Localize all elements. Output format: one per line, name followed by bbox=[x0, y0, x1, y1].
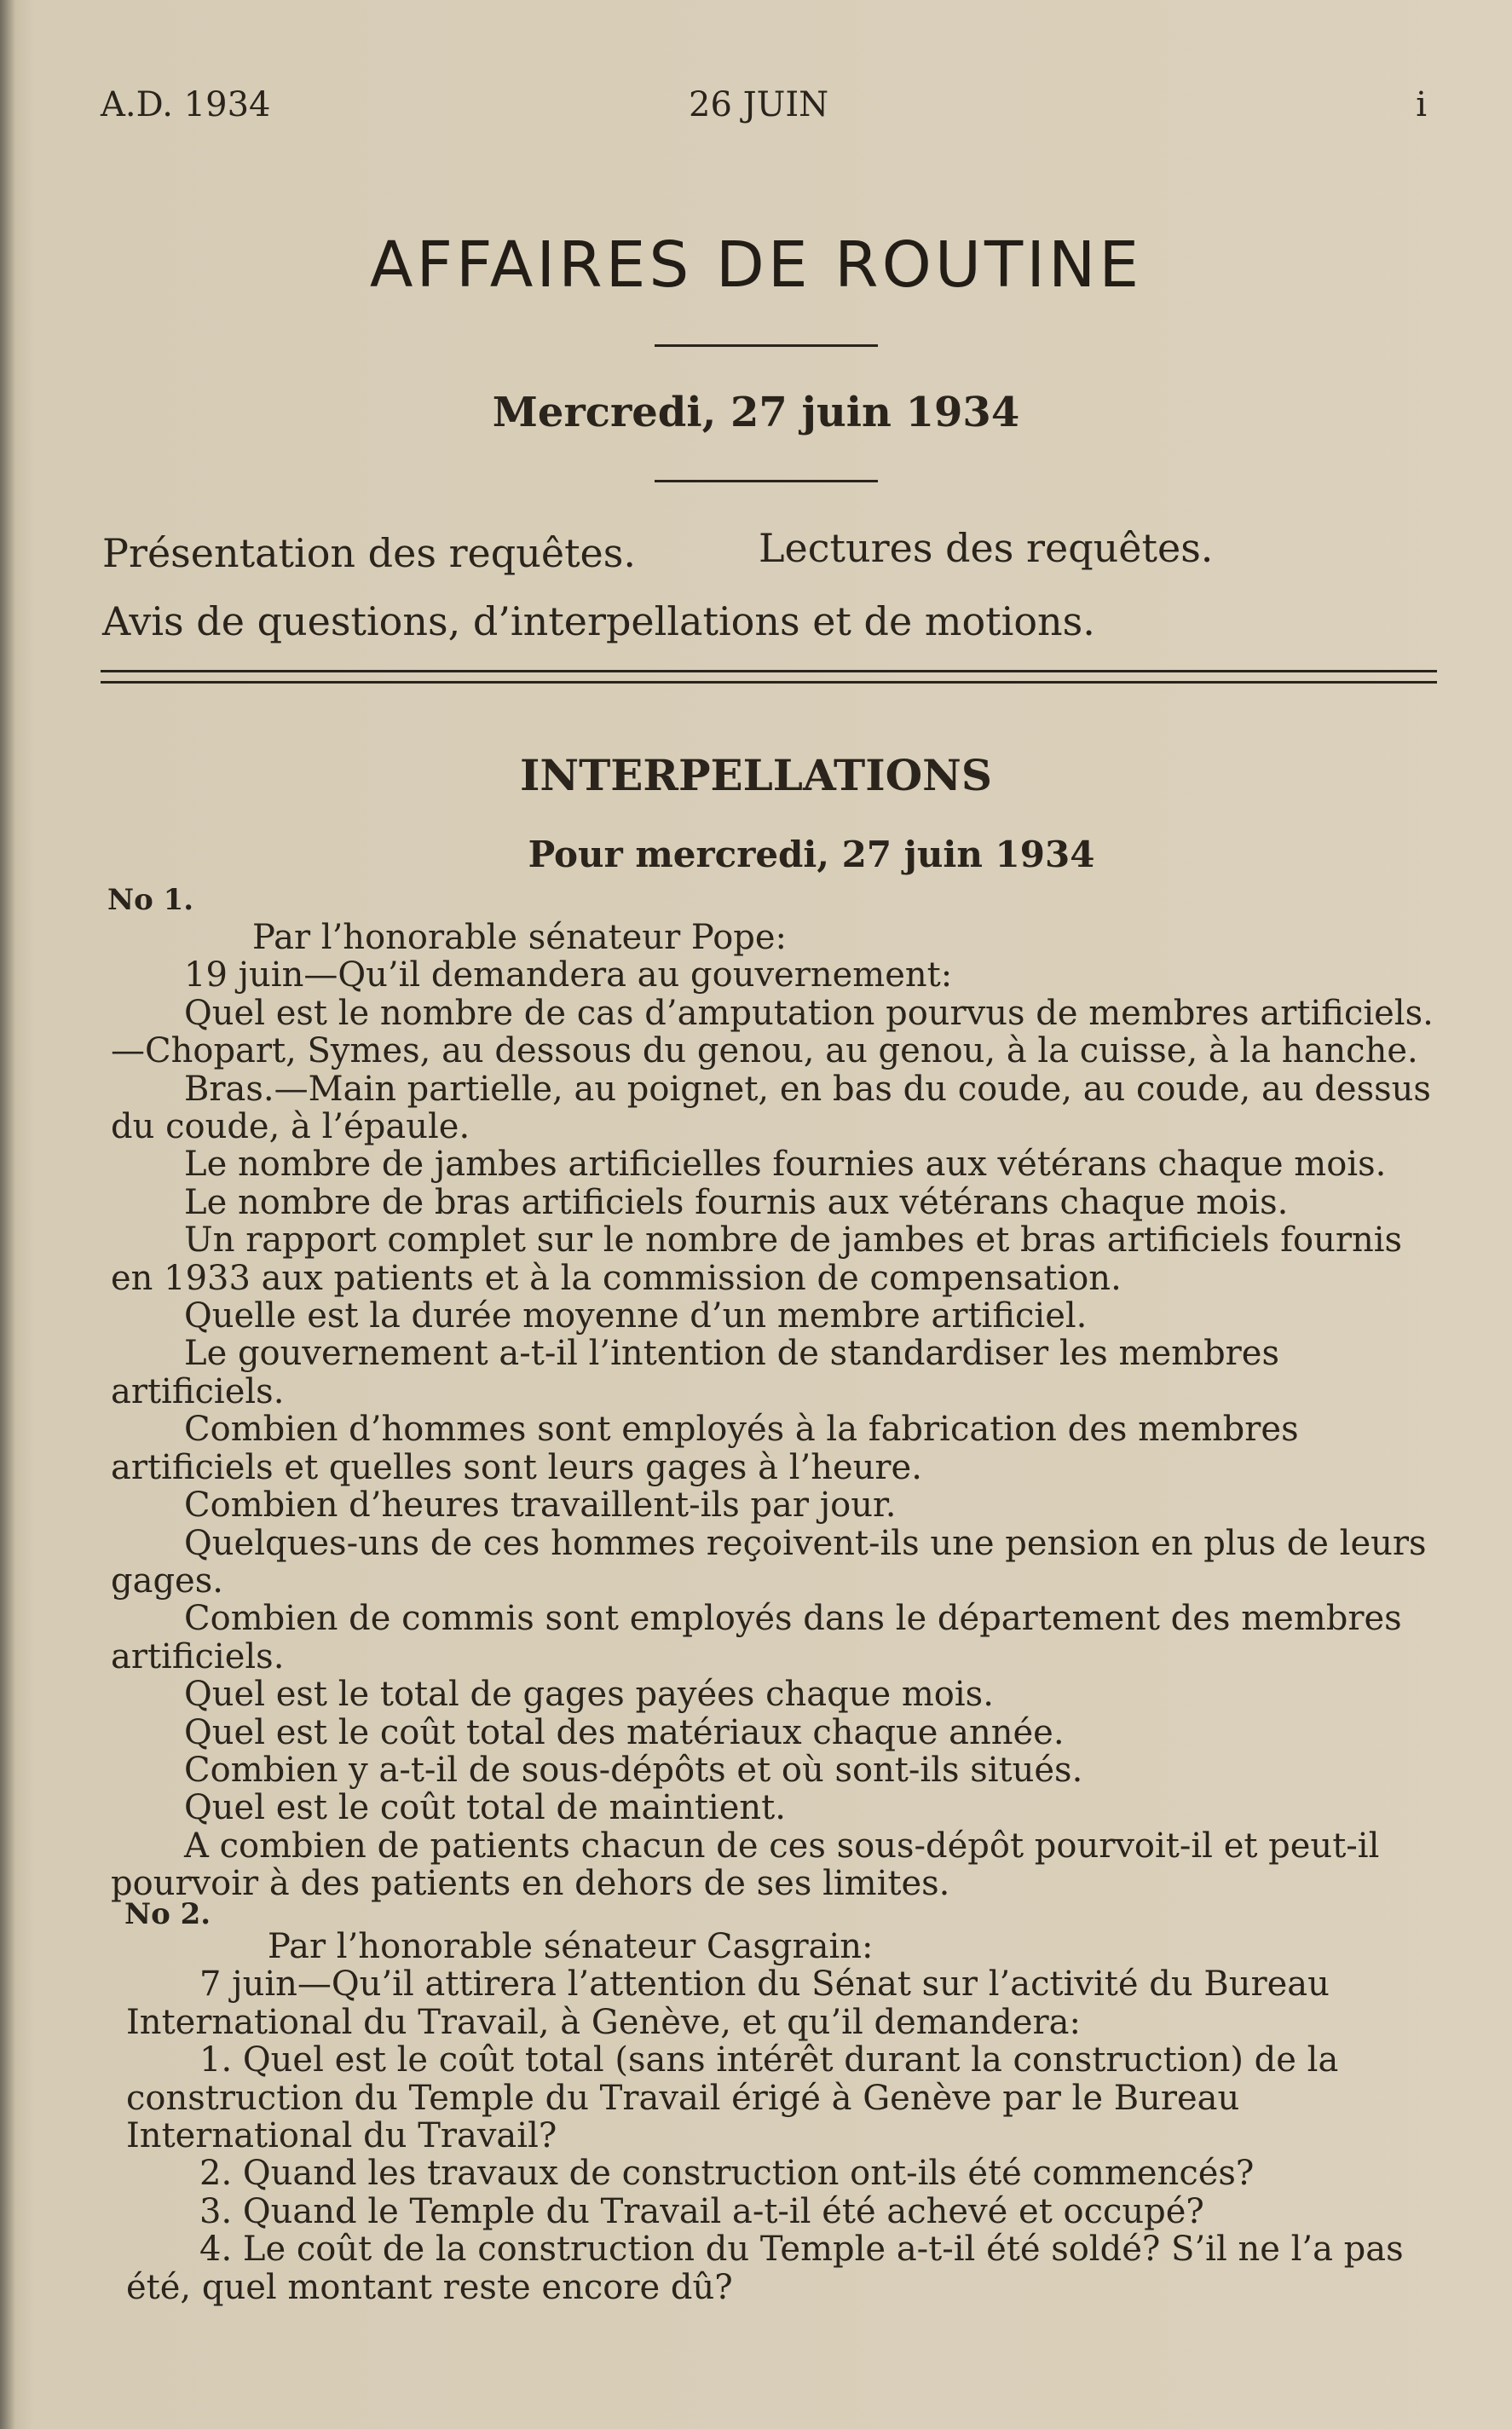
header-page-number: i bbox=[1416, 85, 1427, 124]
item-1-line: Quel est le total de gages payées chaque mois. bbox=[184, 1675, 994, 1715]
item-1-line: Quel est le coût total des matériaux chaque année. bbox=[184, 1712, 1065, 1752]
routine-item-presentation: Présentation des requêtes. bbox=[102, 530, 637, 576]
item-1-line: Bras.—Main partielle, au poignet, en bas du coude, au coude, au dessus du coude, à l’épaule. bbox=[111, 1069, 1431, 1147]
item-2-line: 2. Quand les travaux de construction ont-ils été commencés? bbox=[199, 2154, 1255, 2194]
header-date: 26 JUIN bbox=[689, 85, 829, 124]
date-rule bbox=[655, 480, 878, 482]
item-1-author: Par l’honorable sénateur Pope: bbox=[252, 918, 788, 957]
routine-item-avis: Avis de questions, d’interpellations et de motions. bbox=[102, 598, 1095, 644]
item-2-author: Par l’honorable sénateur Casgrain: bbox=[268, 1927, 874, 1966]
item-number-1: No 1. bbox=[107, 883, 194, 917]
interpellation-1 bbox=[111, 919, 1440, 1903]
interpellation-2 bbox=[126, 1928, 1444, 2306]
item-1-line: Quel est le nombre de cas d’amputation pourvus de membres artificiels.—Chopart, Symes, au dessous du genou, au genou, à la cuisse, à la hanche. bbox=[111, 993, 1434, 1071]
item-1-line: Quel est le coût total de maintient. bbox=[184, 1788, 786, 1828]
routine-item-lectures: Lectures des requêtes. bbox=[759, 525, 1214, 571]
running-header bbox=[101, 85, 1427, 136]
page-title: AFFAIRES DE ROUTINE bbox=[369, 228, 1143, 302]
header-year: A.D. 1934 bbox=[101, 85, 271, 124]
sitting-date: Mercredi, 27 juin 1934 bbox=[492, 389, 1020, 436]
item-1-line: A combien de patients chacun de ces sous-dépôt pourvoit-il et peut-il pourvoir à des patients en dehors de ses limites. bbox=[111, 1826, 1380, 1904]
section-divider bbox=[101, 670, 1437, 684]
section-date: Pour mercredi, 27 juin 1934 bbox=[528, 834, 1095, 875]
item-1-line: Le nombre de jambes artificielles fournies aux vétérans chaque mois. bbox=[184, 1145, 1387, 1185]
item-2-line: 4. Le coût de la construction du Temple a-t-il été soldé? S’il ne l’a pas été, quel montant reste encore dû? bbox=[126, 2230, 1404, 2307]
item-1-line: Le nombre de bras artificiels fournis aux vétérans chaque mois. bbox=[184, 1182, 1289, 1222]
item-1-line: Un rapport complet sur le nombre de jambes et bras artificiels fournis en 1933 aux patients et à la commission de compensation. bbox=[111, 1220, 1403, 1298]
item-1-line: 19 juin—Qu’il demandera au gouvernement: bbox=[184, 955, 953, 995]
item-1-line: Combien de commis sont employés dans le département des membres artificiels. bbox=[111, 1599, 1402, 1676]
section-title: INTERPELLATIONS bbox=[519, 750, 992, 800]
item-1-line: Quelques-uns de ces hommes reçoivent-ils une pension en plus de leurs gages. bbox=[111, 1523, 1427, 1601]
title-rule bbox=[655, 344, 878, 347]
item-1-line: Le gouvernement a-t-il l’intention de standardiser les membres artificiels. bbox=[111, 1334, 1279, 1411]
item-2-line: 7 juin—Qu’il attirera l’attention du Sénat sur l’activité du Bureau International du Travail, à Genève, et qu’il demandera: bbox=[126, 1965, 1330, 2042]
item-1-line: Combien y a-t-il de sous-dépôts et où sont-ils situés. bbox=[184, 1750, 1083, 1790]
item-1-line: Combien d’heures travaillent-ils par jour. bbox=[184, 1486, 897, 1526]
item-2-line: 1. Quel est le coût total (sans intérêt durant la construction) de la construction du Temple du Travail érigé à Genève par le Bureau International du Travail? bbox=[126, 2040, 1339, 2156]
item-1-line: Quelle est la durée moyenne d’un membre artificiel. bbox=[184, 1296, 1088, 1336]
item-2-line: 3. Quand le Temple du Travail a-t-il été achevé et occupé? bbox=[199, 2191, 1204, 2231]
item-1-line: Combien d’hommes sont employés à la fabrication des membres artificiels et quelles sont leurs gages à l’heure. bbox=[111, 1410, 1299, 1487]
item-number-2: No 2. bbox=[124, 1897, 211, 1931]
